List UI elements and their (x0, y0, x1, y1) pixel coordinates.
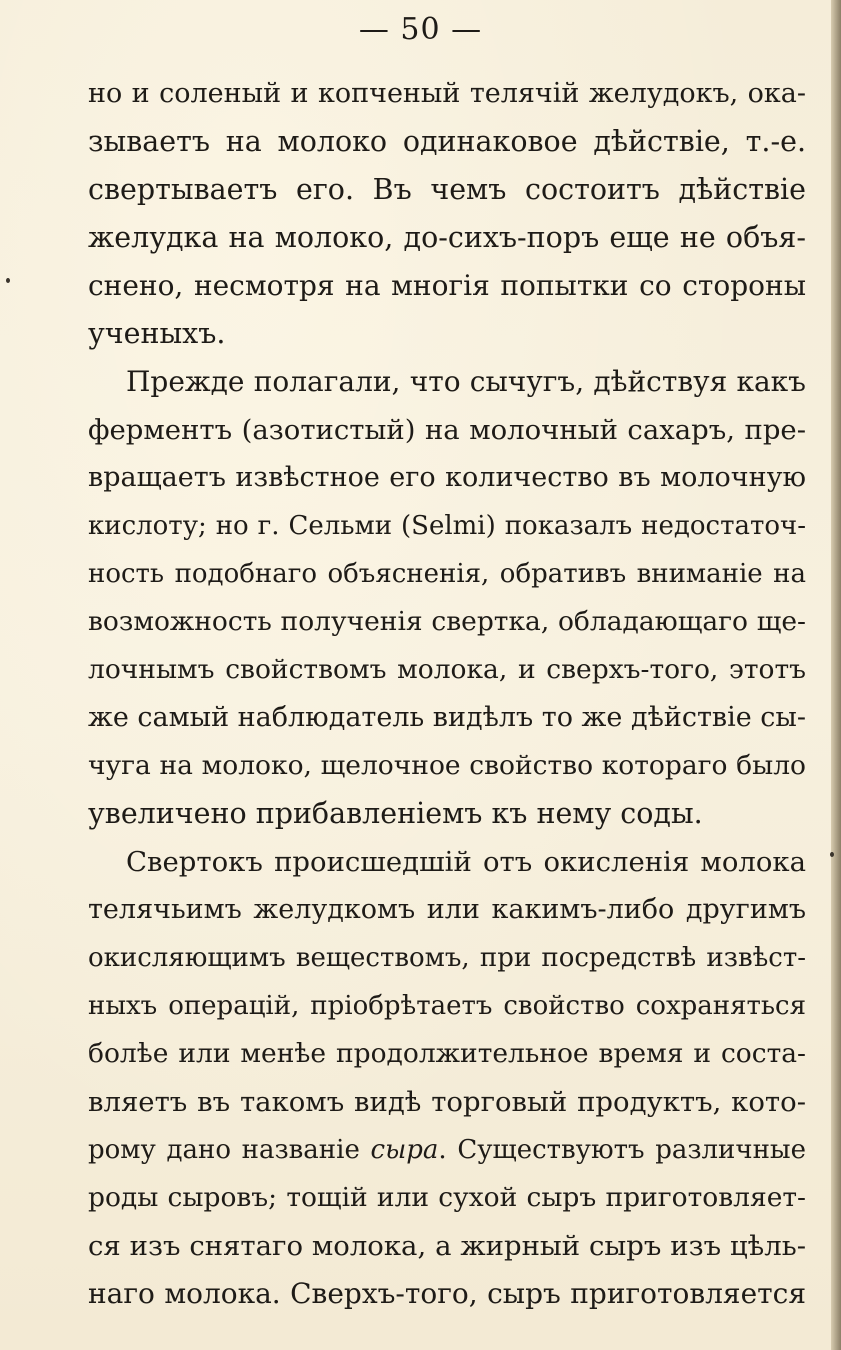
text-line: но и соленый и копченый телячій желудокъ, ока- (88, 78, 806, 109)
text-line: зываетъ на молоко одинаковое дѣйствіе, т.-е. (88, 125, 806, 158)
text-line: ныхъ операцій, пріобрѣтаетъ свойство сохраняться (88, 991, 806, 1021)
text-line: ность подобнаго объясненія, обративъ вниманіе на (88, 559, 806, 589)
text-line: болѣе или менѣе продолжительное время и соста- (88, 1038, 806, 1069)
text-line: увеличено прибавленіемъ къ нему соды. (88, 797, 703, 830)
text-line: ферментъ (азотистый) на молочный сахаръ, пре- (88, 414, 806, 446)
text-line: ся изъ снятаго молока, а жирный сыръ изъ цѣль- (88, 1230, 806, 1262)
text-line: вращаетъ извѣстное его количество въ молочную (88, 462, 806, 493)
text-line: Свертокъ происшедшій отъ окисленія молока (126, 846, 806, 878)
text-line: наго молока. Сверхъ-того, сыръ приготовляется (88, 1277, 806, 1310)
text-line: роды сыровъ; тощій или сухой сыръ приготовляет- (88, 1182, 806, 1213)
text-line: свертываетъ его. Въ чемъ состоитъ дѣйствіе (88, 173, 806, 206)
text-line: лочнымъ свойствомъ молока, и сверхъ-того, этотъ (88, 654, 806, 685)
text-line: чуга на молоко, щелочное свойство котораго было (88, 750, 806, 781)
text-segment: рому дано названіе (88, 1135, 371, 1165)
text-line: возможность полученія свертка, обладающаго ще- (88, 606, 806, 637)
text-line: окисляющимъ веществомъ, при посредствѣ извѣст- (88, 943, 806, 973)
text-line (88, 1126, 806, 1174)
ink-speck (6, 278, 10, 283)
page-edge-shadow (831, 0, 841, 1350)
text-line: Прежде полагали, что сычугъ, дѣйствуя какъ (126, 365, 806, 398)
body-text (88, 70, 806, 1318)
text-line: желудка на молоко, до-сихъ-поръ еще не объя- (88, 221, 806, 254)
ink-speck (830, 852, 834, 857)
page-number: — 50 — (358, 12, 483, 47)
text-segment: . Существуютъ различные (438, 1135, 806, 1165)
italic-term: сыра (370, 1135, 439, 1165)
text-line: ученыхъ. (88, 317, 226, 350)
text-line: же самый наблюдатель видѣлъ то же дѣйствіе сы- (88, 702, 807, 733)
text-line: снено, несмотря на многія попытки со стороны (88, 269, 806, 302)
text-line: кислоту; но г. Сельми (Selmi) показалъ недостаточ- (88, 511, 806, 541)
text-line: вляетъ въ такомъ видѣ торговый продуктъ, кото- (88, 1086, 806, 1118)
text-line: телячьимъ желудкомъ или какимъ-либо другимъ (88, 894, 806, 925)
